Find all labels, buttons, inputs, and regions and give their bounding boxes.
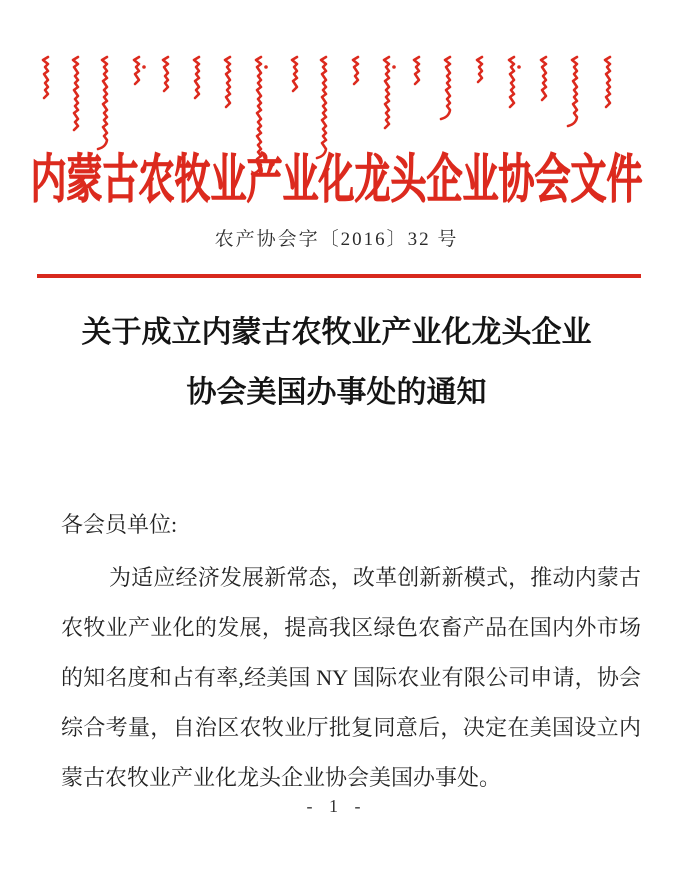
body-line: 为适应经济发展新常态，改革创新新模式，推动内蒙古 xyxy=(109,565,641,590)
body-line: 农牧业产业化的发展，提高我区绿色农畜产品在国内外市场 xyxy=(61,615,641,640)
body-line: 的知名度和占有率,经美国 NY 国际农业有限公司申请，协会 xyxy=(61,665,641,690)
notice-title-line2: 协会美国办事处的通知 xyxy=(186,376,487,409)
body-line: 蒙古农牧业产业化龙头企业协会美国办事处。 xyxy=(61,765,502,790)
red-divider-rule xyxy=(37,274,641,278)
salutation: 各会员单位: xyxy=(61,512,178,537)
doc-number: 农产协会字〔2016〕32 号 xyxy=(214,229,459,250)
notice-title-line1: 关于成立内蒙古农牧业产业化龙头企业 xyxy=(81,316,592,349)
org-title: 内蒙古农牧业产业化龙头企业协会文件 xyxy=(30,150,643,209)
body-text xyxy=(61,500,641,803)
notice-title xyxy=(0,303,673,423)
page-number: - 1 - xyxy=(306,796,367,816)
body-line: 综合考量，自治区农牧业厅批复同意后，决定在美国设立内 xyxy=(61,715,641,740)
